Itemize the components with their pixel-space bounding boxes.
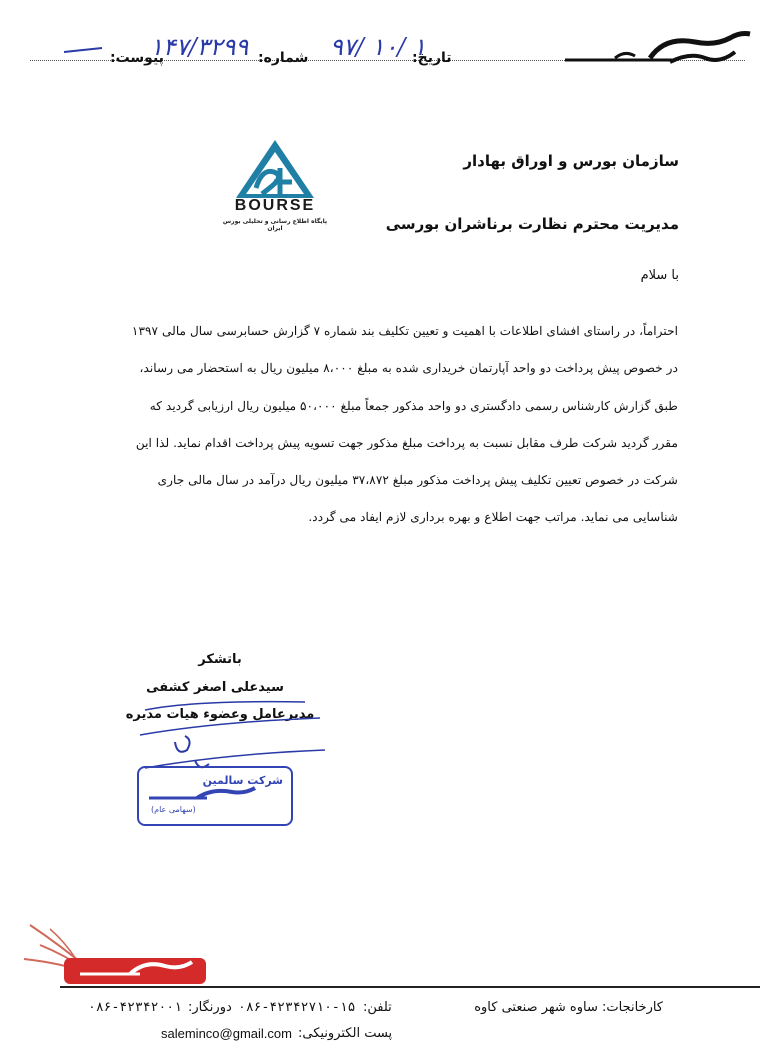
salemin-logo-icon	[555, 22, 755, 82]
stamp-logo-icon	[147, 786, 257, 806]
factory-address: ساوه شهر صنعتی کاوه	[474, 1000, 598, 1015]
number-label: شماره:	[258, 50, 309, 66]
greeting: با سلام	[640, 268, 679, 283]
phone-value: ۰۸۶-۴۲۳۴۲۷۱۰-۱۵	[238, 1000, 356, 1015]
phone-label: تلفن:	[363, 1000, 392, 1015]
signatory-title: مدیرعامل وعضوء هیات مدیره	[125, 707, 315, 722]
attachment-dash-mark	[62, 44, 104, 58]
attachment-label: پیوست:	[110, 50, 164, 66]
number-value: ۱۴۷/۳۲۹۹	[150, 33, 249, 61]
addressee-department: مدیریت محترم نظارت برناشران بورسی	[385, 215, 679, 233]
date-label: تاریخ:	[412, 50, 452, 66]
company-stamp	[137, 766, 293, 826]
bourse-logo-subtitle: پایگاه اطلاع رسانی و تحلیلی بورس ایران	[222, 218, 328, 232]
stamp-subtitle: (سهامی عام)	[151, 805, 196, 814]
body-line: احتراماً، در راستای افشای اطلاعات با اهمیت و تعیین تکلیف بند شماره ۷ گزارش حسابرسی سال مالی ۱۳۹۷	[131, 324, 678, 338]
handwritten-signature-icon	[135, 680, 335, 780]
factory-label: کارخانجات:	[601, 1000, 663, 1015]
email-value: saleminco@gmail.com	[161, 1026, 292, 1041]
email-label: پست الکترونیکی:	[298, 1026, 393, 1041]
factory-address-row	[474, 1000, 663, 1015]
stamp-text: شرکت سالمین	[202, 774, 283, 787]
fax-value: ۰۸۶-۴۲۳۴۲۰۰۱	[88, 1000, 182, 1015]
body-line: طبق گزارش کارشناس رسمی دادگستری دو واحد مذکور جمعاً مبلغ ۵۰،۰۰۰ میلیون ریال ارزیابی گردید که	[149, 398, 678, 413]
body-line: شناسایی می نماید. مراتب جهت اطلاع و بهره برداری لازم ایفاد می گردد.	[308, 510, 678, 525]
signature-closing: باتشکر	[198, 652, 242, 667]
date-value: ۹۷/ ۱۰/ ۱	[330, 33, 426, 61]
fax-label: دورنگار:	[188, 1000, 232, 1015]
addressee-organization: سازمان بورس و اوراق بهادار	[463, 152, 679, 170]
body-line: در خصوص پیش پرداخت دو واحد آپارتمان خریداری شده به مبلغ ۸،۰۰۰ میلیون ریال به استحضار می رساند،	[139, 361, 678, 376]
signatory-name: سیدعلی اصغر کشفی	[146, 680, 284, 695]
bourse-logo-text: BOURSE	[234, 197, 316, 214]
body-line: شرکت در خصوص تعیین تکلیف پیش پرداخت مذکور مبلغ ۳۷،۸۷۲ میلیون ریال درآمد در سال مالی جاری	[157, 473, 678, 488]
footer-divider	[60, 986, 760, 988]
body-line: مقرر گردید شرکت طرف مقابل نسبت به پرداخت مبلغ مذکور جهت تسویه پیش پرداخت اقدام نماید. لذا این	[135, 435, 678, 450]
letter-body	[92, 313, 678, 537]
